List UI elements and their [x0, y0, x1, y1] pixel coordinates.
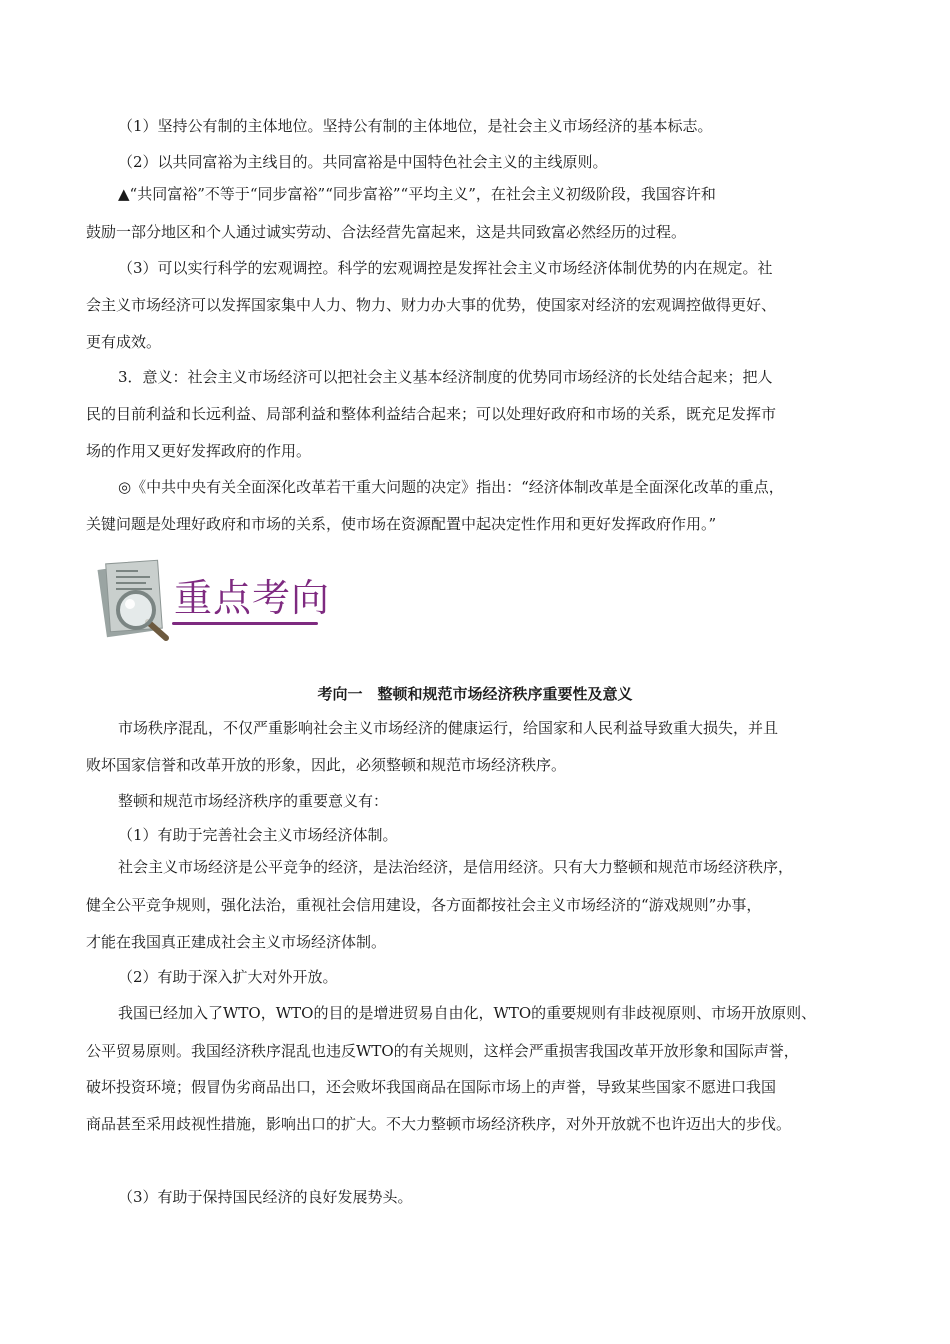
- paragraph-line: 市场秩序混乱，不仅严重影响社会主义市场经济的健康运行，给国家和人民利益导致重大损失，并且: [118, 719, 779, 737]
- paragraph-line: 更有成效。: [86, 333, 162, 351]
- paragraph-line: 商品甚至采用歧视性措施，影响出口的扩大。不大力整顿市场经济秩序，对外开放就不也许迈出大的步伐。: [86, 1115, 792, 1133]
- paragraph-line: （1）坚持公有制的主体地位。坚持公有制的主体地位，是社会主义市场经济的基本标志。: [118, 117, 713, 135]
- section-badge-label: 重点考向: [174, 576, 331, 620]
- paragraph-line: 会主义市场经济可以发挥国家集中人力、物力、财力办大事的优势，使国家对经济的宏观调控做得更好、: [86, 296, 777, 314]
- paragraph-line: 破坏投资环境；假冒伪劣商品出口，还会败坏我国商品在国际市场上的声誉，导致某些国家不愿进口我国: [86, 1078, 777, 1096]
- paragraph-line: 3．意义：社会主义市场经济可以把社会主义基本经济制度的优势同市场经济的长处结合起来；把人: [118, 368, 773, 386]
- badge-underline: [172, 622, 318, 625]
- paragraph-line: 我国已经加入了WTO，WTO的目的是增进贸易自由化，WTO的重要规则有非歧视原则、市场开放原则、: [118, 1004, 817, 1022]
- paragraph-line: 整顿和规范市场经济秩序的重要意义有：: [118, 792, 389, 810]
- paragraph-line: 公平贸易原则。我国经济秩序混乱也违反WTO的有关规则，这样会严重损害我国改革开放形象和国际声誉，: [86, 1042, 799, 1060]
- paragraph-line: ▲“共同富裕”不等于“同步富裕”“同步富裕”“平均主义”，在社会主义初级阶段，我国容许和: [118, 185, 716, 203]
- paragraph-line: （3）有助于保持国民经济的良好发展势头。: [118, 1188, 413, 1206]
- paragraph-line: 民的目前利益和长远利益、局部利益和整体利益结合起来；可以处理好政府和市场的关系，既充足发挥市: [86, 405, 777, 423]
- paragraph-line: 鼓励一部分地区和个人通过诚实劳动、合法经营先富起来，这是共同致富必然经历的过程。: [86, 223, 687, 241]
- paragraph-line: 社会主义市场经济是公平竞争的经济，是法治经济，是信用经济。只有大力整顿和规范市场经济秩序，: [118, 858, 794, 876]
- section-badge: [96, 556, 336, 642]
- paragraph-line: （2）以共同富裕为主线目的。共同富裕是中国特色社会主义的主线原则。: [118, 153, 608, 171]
- paragraph-line: 关键问题是处理好政府和市场的关系，使市场在资源配置中起决定性作用和更好发挥政府作用。”: [86, 515, 717, 533]
- paragraph-line: 败坏国家信誉和改革开放的形象，因此，必须整顿和规范市场经济秩序。: [86, 756, 567, 774]
- paragraph-line: （3）可以实行科学的宏观调控。科学的宏观调控是发挥社会主义市场经济体制优势的内在规定。社: [118, 259, 773, 277]
- paragraph-line: 场的作用又更好发挥政府的作用。: [86, 442, 312, 460]
- paragraph-line: （1）有助于完善社会主义市场经济体制。: [118, 826, 398, 844]
- paragraph-line: ◎《中共中央有关全面深化改革若干重大问题的决定》指出：“经济体制改革是全面深化改革的重点，: [118, 478, 784, 496]
- paragraph-line: 健全公平竞争规则，强化法治，重视社会信用建设，各方面都按社会主义市场经济的“游戏规则”办事，: [86, 896, 762, 914]
- paragraph-line: （2）有助于深入扩大对外开放。: [118, 968, 338, 986]
- paragraph-line: 才能在我国真正建成社会主义市场经济体制。: [86, 933, 387, 951]
- section-heading: 考向一 整顿和规范市场经济秩序重要性及意义: [317, 685, 633, 703]
